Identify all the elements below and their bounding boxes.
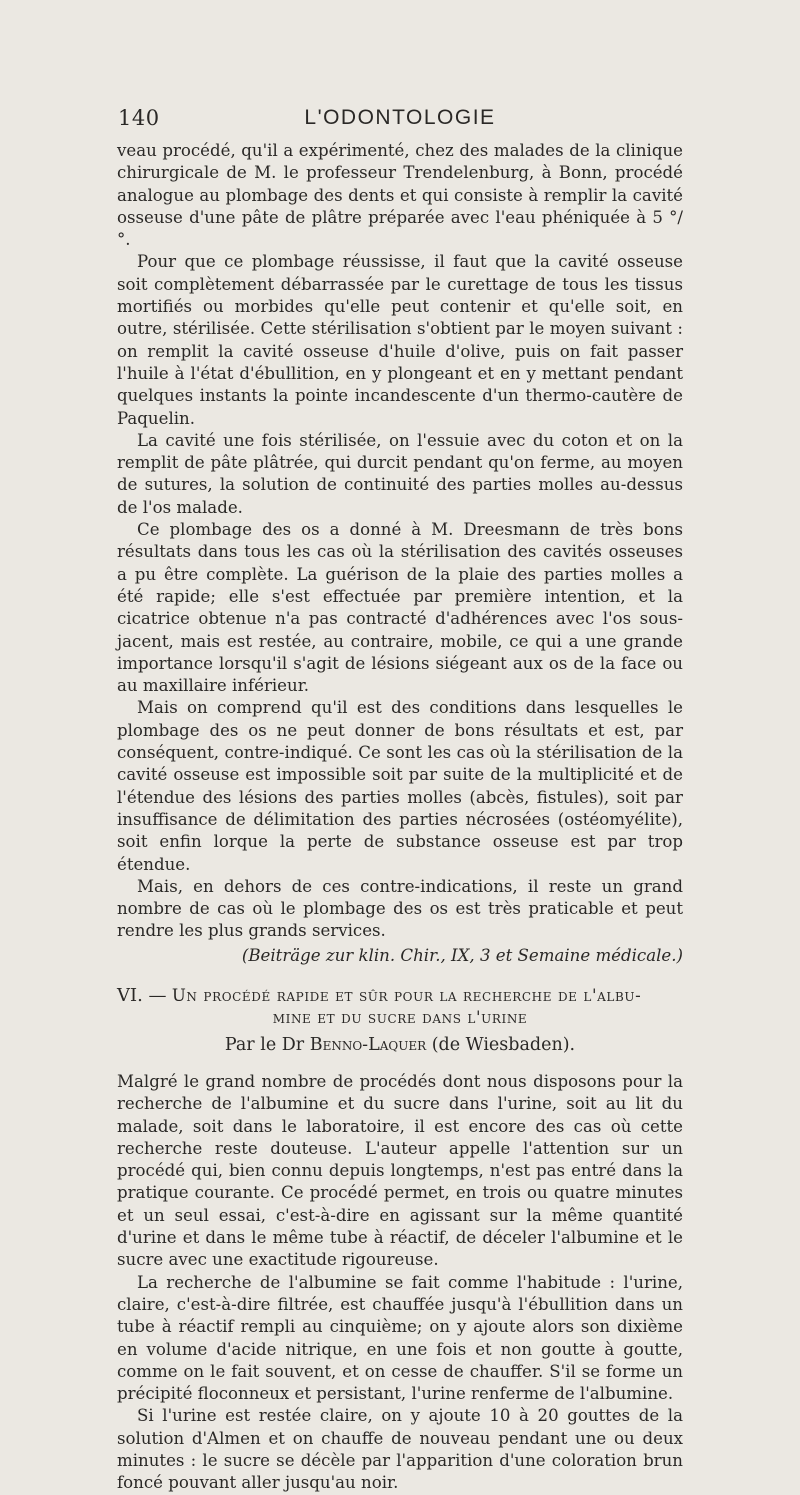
paragraph: Malgré le grand nombre de procédés dont nous disposons pour la recherche de l'albumine et du sucre dans l'urine, soit au lit du malade, soit dans le laboratoire, il est encore des cas où cette recherche reste douteuse. L'auteur appelle l'attention sur un procédé qui, bien connu depuis longtemps, n'est pas entré dans la pratique courante. Ce procédé permet, en trois ou quatre minutes et un seul essai, c'est-à-dire en agissant sur la même quantité d'urine et dans le même tube à réactif, de déceler l'albumine et le sucre avec une exactitude rigoureuse. (117, 1071, 683, 1270)
paragraph: veau procédé, qu'il a expérimenté, chez des malades de la clinique chirurgicale de M. le professeur Trendelenburg, à Bonn, procédé analogue au plombage des dents et qui consiste à remplir la cavité osseuse d'une pâte de plâtre préparée avec l'eau phéniquée à 5 °/°. (117, 141, 683, 250)
paragraph: Mais, en dehors de ces contre-indications, il reste un grand nombre de cas où le plombage des os est très praticable et peut rendre les plus grands services. (117, 876, 683, 941)
paragraph: La cavité une fois stérilisée, on l'essuie avec du coton et on la remplit de pâte plâtrée, qui durcit pendant qu'on ferme, au moyen de sutures, la solution de continuité des parties molles au-dessus de l'os malade. (117, 430, 683, 517)
citation: (Beiträge zur klin. Chir., IX, 3 et Semaine médicale.) (241, 945, 683, 965)
byline-prefix: Par le Dr (224, 1034, 305, 1055)
paragraph: Pour que ce plombage réussisse, il faut que la cavité osseuse soit complètement débarrassée par le curettage de tous les tissus mortifiés ou morbides qu'elle peut contenir et qu'elle soit, en outre, stérilisée. Cette stérilisation s'obtient par le moyen suivant : on remplit la cavité osseuse d'huile d'olive, puis on fait passer l'huile à l'état d'ébullition, en y plongeant et en y mettant pendant quelques instants la pointe incandescente d'un thermo-cautère de Paquelin. (117, 252, 683, 428)
article-body-bottom (117, 1071, 683, 1495)
section-title-line-2: mine et du sucre dans l'urine (272, 1007, 528, 1027)
paragraph: Mais on comprend qu'il est des conditions dans lesquelles le plombage des os ne peut donner de bons résultats et est, par conséquent, contre-indiqué. Ce sont les cas où la stérilisation de la cavité osseuse est impossible soit par suite de la multiplicité et de l'étendue des lésions des parties molles (abcès, fistules), soit par insuffisance de délimitation des parties nécrosées (ostéomyélite), soit enfin lorque la perte de substance osseuse est par trop étendue. (117, 698, 683, 874)
byline (117, 1033, 683, 1057)
article-body-top (117, 140, 683, 943)
paragraph: Si l'urine est restée claire, on y ajoute 10 à 20 gouttes de la solution d'Almen et on chauffe de nouveau pendant une ou deux minutes : le sucre se décèle par l'apparition d'une coloration brun foncé pouvant aller jusqu'au noir. (117, 1406, 683, 1493)
author-name: Benno-Laquer (309, 1034, 427, 1055)
section-title-line-1: Un procédé rapide et sûr pour la recherche de l'albu- (171, 985, 642, 1005)
paragraph: La recherche de l'albumine se fait comme l'habitude : l'urine, claire, c'est-à-dire filtrée, est chauffée jusqu'à l'ébullition dans un tube à réactif rempli au cinquième; on y ajoute alors son dixième en volume d'acide nitrique, en une fois et non goutte à goutte, comme on le fait souvent, et on cesse de chauffer. S'il se forme un précipité floconneux et persistant, l'urine renferme de l'albumine. (117, 1272, 683, 1404)
document-page (117, 104, 683, 1495)
journal-title: L'ODONTOLOGIE (304, 106, 496, 129)
page-number: 140 (118, 106, 160, 130)
section-number: VI. — (117, 984, 167, 1006)
section-heading (117, 985, 683, 1029)
paragraph: Ce plombage des os a donné à M. Dreesmann de très bons résultats dans tous les cas où la stérilisation des cavités osseuses a pu être complète. La guérison de la plaie des parties molles a été rapide; elle s'est effectuée par première intention, et la cicatrice obtenue n'a pas contracté d'adhérences avec l'os sous-jacent, mais est restée, au contraire, mobile, ce qui a une grande importance lorsqu'il s'agit de lésions siégeant aux os de la face ou au maxillaire inférieur. (117, 520, 683, 696)
byline-location: (de Wiesbaden). (431, 1034, 576, 1055)
running-head (117, 104, 683, 140)
